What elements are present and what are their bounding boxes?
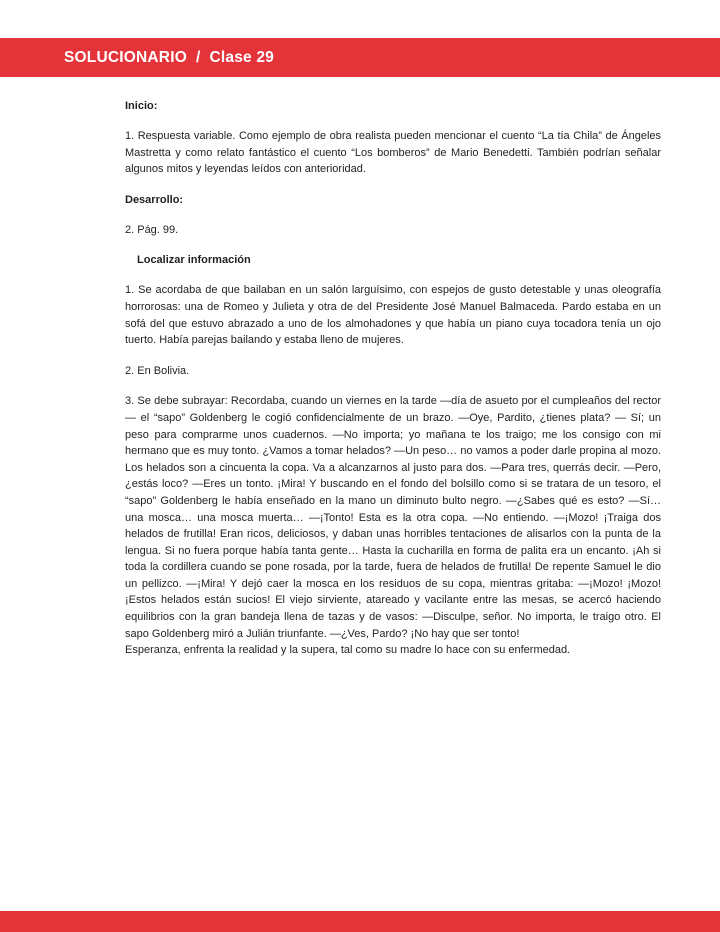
page-title: SOLUCIONARIO / Clase 29 xyxy=(64,48,274,66)
section-heading-inicio: Inicio: xyxy=(125,100,158,112)
answer-paragraph-3: 3. Se debe subrayar: Recordaba, cuando un viernes en la tarde —día de asueto por el cumpleaños del rector— el “sapo” Goldenberg le cogió confidencialmente de un brazo. —Oye, Pardito, ¿tienes plata? — Sí; un peso para comprarme unos cuadernos. —No importa; yo mañana te los traigo; me los consigo con mi hermano que es muy tonto. ¿Vamos a tomar helados? —Un peso… no vamos a poder darle propina al mozo. Los helados son a cincuenta la copa. Va a alcanzarnos al justo para dos. —Para tres, querrás decir. —Pero, ¿estás loco? —Eres un tonto. ¡Mira! Y buscando en el fondo del bolsillo como si se tratara de un tesoro, el “sapo” Goldenberg le había enseñado en la mano un diminuto bulto negro. —¿Sabes qué es esto? —Sí… una mosca… una mosca muerta… —¡Tonto! Esta es la otra copa. —No entiendo. —¡Mozo! ¡Traiga dos helados de frutilla! Eran ricos, deliciosos, y daban unas horribles tentaciones de alisarlos con la punta de la lengua. Si no fuera porque había tanta gente… Hasta la cucharilla en forma de palita era un encanto. ¡Ah si toda la cordillera cuando se pone rosada, por la tarde, fuera de helados de frutilla! De repente Samuel le dio un pellizco. —¡Mira! Y dejó caer la mosca en los residuos de su copa, mientras gritaba: —¡Mozo! ¡Mozo! ¡Estos helados están sucios! El viejo sirviente, atareado y vacilante entre las mesas, se acercó haciendo equilibrios con la gran bandeja llena de tazas y de vasos: —Disculpe, señor. No importa, le traigo otro. El sapo Goldenberg miró a Julián triunfante. —¿Ves, Pardo? ¡No hay que ser tonto! xyxy=(125,395,661,640)
subheading-localizar-informacion: Localizar información xyxy=(137,254,251,267)
footer-bar xyxy=(0,911,720,932)
header-bar xyxy=(0,38,720,77)
paragraph-inicio-1: 1. Respuesta variable. Como ejemplo de obra realista pueden mencionar el cuento “La tía Chila” de Ángeles Mastretta y como relato fantástico el cuento “Los bomberos” de Mario Benedetti. También podrían señalar algunos mitos y leyendas leídos con anterioridad. xyxy=(125,130,661,176)
answer-paragraph-4: Esperanza, enfrenta la realidad y la supera, tal como su madre lo hace con su enfermedad. xyxy=(125,644,571,657)
paragraph-desarrollo-pagina: 2. Pág. 99. xyxy=(125,223,179,236)
answer-paragraph-1: 1. Se acordaba de que bailaban en un salón larguísimo, con espejos de gusto detestable y unas oleografía horrorosas: una de Romeo y Julieta y otra de del Presidente José Manuel Balmaceda. Pardo estaba en un sofá del que estuvo abrazado a uno de los almohadones y que había un piano cuya tocadora tenía un ojo tuerto. Había parejas bailando y estaba lleno de mujeres. xyxy=(125,284,661,347)
document-content xyxy=(125,98,661,673)
answer-paragraph-2: 2. En Bolivia. xyxy=(125,364,190,377)
section-heading-desarrollo: Desarrollo: xyxy=(125,193,184,206)
